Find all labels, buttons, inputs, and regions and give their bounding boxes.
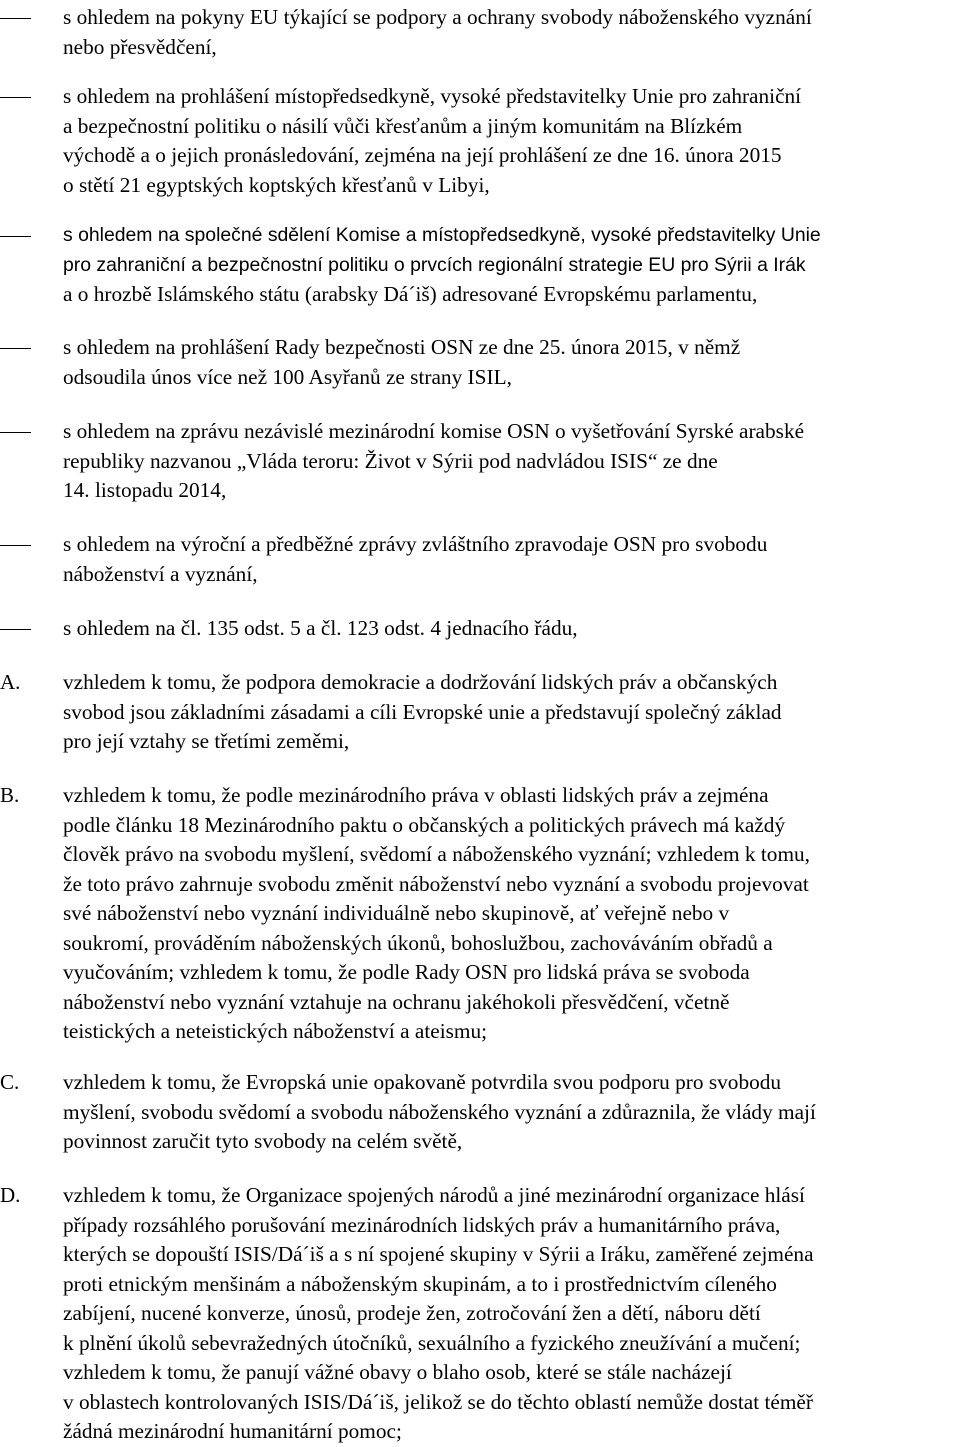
recital-letter: C. [0, 1070, 20, 1094]
dash-marker [0, 348, 31, 349]
text-line: člověk právo na svobodu myšlení, svědomí a náboženského vyznání; vzhledem k tomu, [63, 842, 810, 866]
text-line: republiky nazvanou „Vláda teroru: Život v Sýrii pod nadvládou ISIS“ ze dne [63, 448, 718, 473]
citation-text [63, 417, 958, 506]
text-line: v oblastech kontrolovaných ISIS/Dá´iš, jelikož se do těchto oblastí nemůže dostat téměř [63, 1389, 813, 1414]
text-line: pro její vztahy se třetími zeměmi, [63, 729, 350, 753]
citation-text [63, 82, 958, 200]
text-line: povinnost zaručit tyto svobody na celém světě, [63, 1129, 463, 1153]
text-line: případy rozsáhlého porušování mezinárodních lidských práv a humanitárního práva, [63, 1212, 781, 1237]
recital-letter: B. [0, 783, 20, 807]
text-line: soukromí, prováděním náboženských úkonů, bohoslužbou, zachováváním obřadů a [63, 930, 773, 955]
citation-text [63, 221, 958, 310]
text-line: s ohledem na výroční a předběžné zprávy zvláštního zpravodaje OSN pro svobodu [63, 532, 768, 556]
text-line: k plnění úkolů sebevražedných útočníků, sexuálního a fyzického zneužívání a mučení; [63, 1330, 801, 1355]
text-line: kterých se dopouští ISIS/Dá´iš a s ní spojené skupiny v Sýrii a Iráku, zaměřené zejména [63, 1242, 814, 1266]
text-line: vzhledem k tomu, že Evropská unie opakovaně potvrdila svou podporu pro svobodu [63, 1070, 782, 1094]
text-line: zabíjení, nucené konverze, únosů, prodeje žen, zotročování žen a dětí, náboru dětí [63, 1301, 761, 1325]
recital-text [63, 1181, 958, 1447]
citation-text [63, 614, 958, 644]
text-line: vzhledem k tomu, že panují vážné obavy o blaho osob, které se stále nacházejí [63, 1360, 732, 1384]
text-line: proti etnickým menšinám a náboženským skupinám, a to i prostřednictvím cíleného [63, 1271, 777, 1296]
text-line: s ohledem na pokyny EU týkající se podpory a ochrany svobody náboženského vyznání [63, 5, 812, 29]
citation-text [63, 530, 958, 589]
text-line: myšlení, svobodu svědomí a svobodu náboženského vyznání a zdůraznila, že vlády mají [63, 1099, 816, 1124]
dash-marker [0, 236, 31, 237]
text-line: teistických a neteistických náboženství a ateismu; [63, 1019, 488, 1043]
dash-marker [0, 432, 31, 433]
text-line: a o hrozbě Islámského státu (arabsky Dá´iš) adresované Evropskému parlamentu, [63, 282, 758, 306]
text-line: 14. listopadu 2014, [63, 478, 227, 502]
dash-marker [0, 629, 31, 630]
text-line: s ohledem na prohlášení Rady bezpečnosti OSN ze dne 25. února 2015, v němž [63, 335, 741, 359]
text-line: svobod jsou základními zásadami a cíli Evropské unie a představují společný základ [63, 699, 782, 724]
dash-marker [0, 97, 31, 98]
text-line: pro zahraniční a bezpečnostní politiku o prvcích regionální strategie EU pro Sýrii a Irák [63, 253, 806, 276]
text-line: své náboženství nebo vyznání individuálně nebo skupinově, ať veřejně nebo v [63, 901, 730, 925]
text-line: žádná mezinárodní humanitární pomoc; [63, 1419, 402, 1443]
dash-marker [0, 545, 31, 546]
text-line: s ohledem na prohlášení místopředsedkyně, vysoké představitelky Unie pro zahraniční [63, 84, 802, 108]
text-line: náboženství nebo vyznání vztahuje na ochranu jakéhokoli přesvědčení, včetně [63, 989, 730, 1014]
text-line: o stětí 21 egyptských koptských křesťanů v Libyi, [63, 172, 490, 197]
recital-text [63, 781, 958, 1047]
text-line: odsoudila únos více než 100 Asyřanů ze strany ISIL, [63, 364, 512, 389]
text-line: že toto právo zahrnuje svobodu změnit náboženství nebo vyznání a svobodu projevovat [63, 871, 809, 896]
text-line: vyučováním; vzhledem k tomu, že podle Rady OSN pro lidská práva se svoboda [63, 960, 750, 984]
text-line: s ohledem na zprávu nezávislé mezinárodní komise OSN o vyšetřování Syrské arabské [63, 419, 805, 443]
text-line: a bezpečnostní politiku o násilí vůči křesťanům a jiným komunitám na Blízkém [63, 113, 743, 138]
text-line: podle článku 18 Mezinárodního paktu o občanských a politických právech má každý [63, 812, 786, 837]
recital-text [63, 668, 958, 757]
recital-letter: A. [0, 670, 21, 694]
text-line: náboženství a vyznání, [63, 561, 258, 586]
dash-marker [0, 18, 31, 19]
citation-text [63, 3, 958, 62]
text-line: s ohledem na společné sdělení Komise a místopředsedkyně, vysoké představitelky Unie [63, 224, 821, 246]
text-line: s ohledem na čl. 135 odst. 5 a čl. 123 odst. 4 jednacího řádu, [63, 616, 578, 640]
recital-letter: D. [0, 1183, 21, 1207]
text-line: vzhledem k tomu, že podpora demokracie a dodržování lidských práv a občanských [63, 670, 778, 694]
citation-text [63, 333, 958, 392]
text-line: vzhledem k tomu, že podle mezinárodního práva v oblasti lidských práv a zejména [63, 783, 769, 807]
recital-text [63, 1068, 958, 1157]
text-line: vzhledem k tomu, že Organizace spojených národů a jiné mezinárodní organizace hlásí [63, 1183, 805, 1207]
text-line: nebo přesvědčení, [63, 34, 217, 59]
text-line: východě a o jejich pronásledování, zejména na její prohlášení ze dne 16. února 2015 [63, 143, 782, 167]
